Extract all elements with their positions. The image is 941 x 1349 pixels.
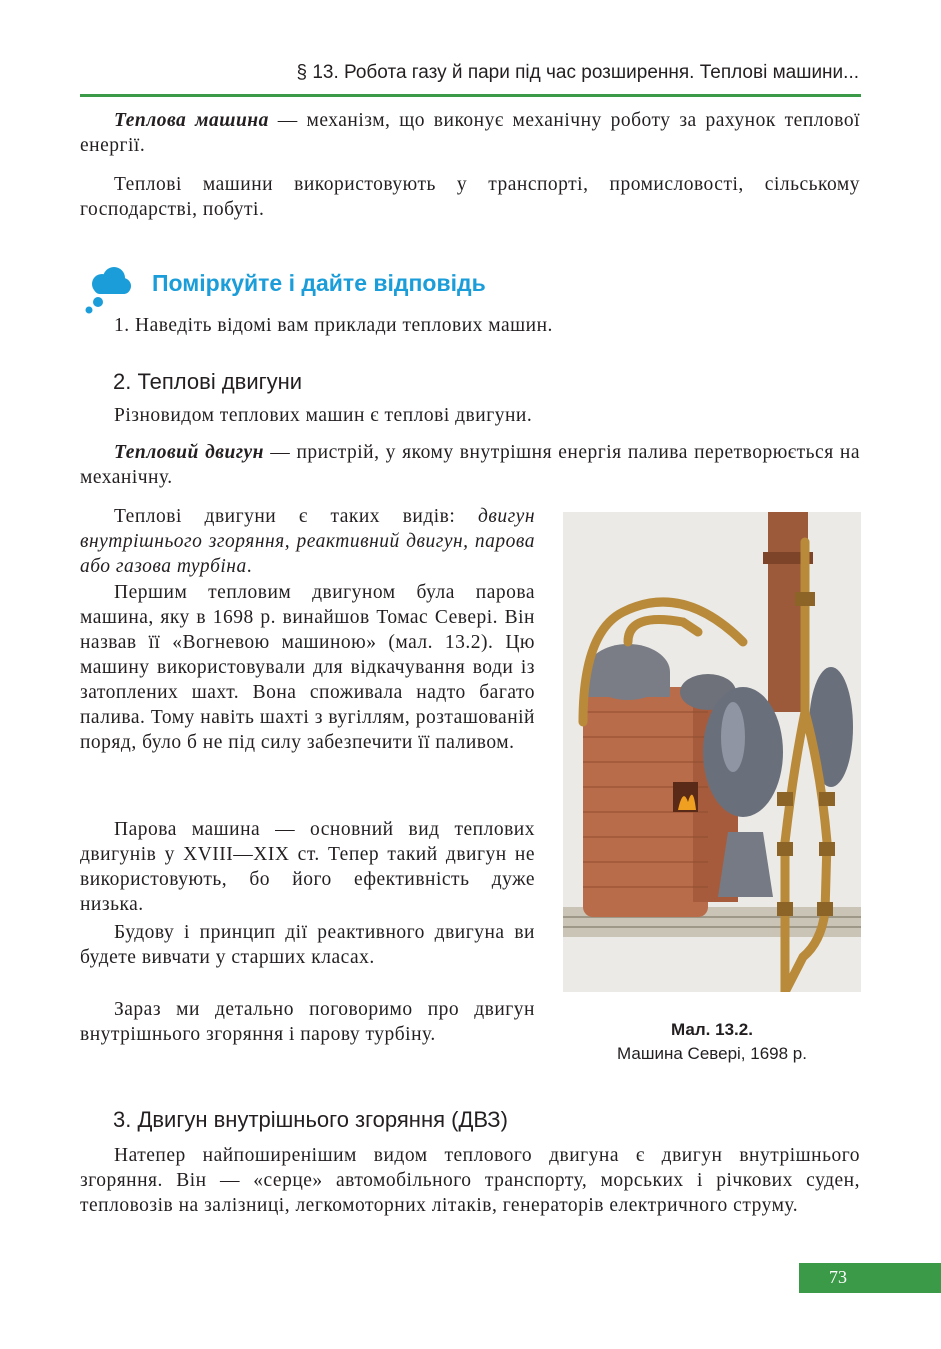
savery-engine-illustration (563, 512, 861, 992)
think-block-title: Поміркуйте і дайте відповідь (152, 270, 486, 296)
definition-heat-engine (80, 440, 860, 490)
header-title: § 13. Робота газу й пари під час розширення. Теплові машини... (296, 62, 859, 83)
definition-heat-machine (80, 108, 860, 158)
figure-label: Мал. 13.2. (671, 1020, 753, 1039)
term-heat-engine: Тепловий двигун (114, 442, 264, 463)
section3-heading: 3. Двигун внутрішнього згоряння (ДВЗ) (113, 1107, 508, 1132)
types-lead: Теплові двигуни є таких видів: (114, 506, 478, 527)
paragraph-now: Зараз ми детально поговоримо про двигун внутрішнього згоряння і парову турбіну. (80, 999, 535, 1045)
think-question: 1. Наведіть відомі вам приклади теплових машин. (114, 315, 553, 336)
figure-caption: Машина Севері, 1698 р. (617, 1044, 807, 1063)
running-header (80, 56, 861, 97)
paragraph-first-engine: Першим тепловим двигуном була парова машина, яку в 1698 р. винайшов Томас Севері. Він назвав її «Вогневою машиною» (мал. 13.2). Цю машину використовували для відкачування води із затоплених шахт. Вона споживала надто багато палива. Тому навіть шахті з вугіллям, розташованій поряд, було б не під силу забезпечити її паливом. (80, 582, 535, 753)
section2-heading: 2. Теплові двигуни (113, 369, 303, 394)
paragraph-steam-engine: Парова машина — основний вид теплових двигунів у XVIII—XIX ст. Тепер такий двигун не використовують, бо його ефективність дуже низька. (80, 819, 535, 915)
page-number-tab (799, 1263, 941, 1293)
thought-cloud-icon (84, 264, 134, 314)
page-number: 73 (829, 1267, 847, 1287)
term-heat-machine: Теплова машина (114, 110, 269, 131)
types-end: . (246, 556, 253, 577)
section2-intro: Різновидом теплових машин є теплові двигуни. (114, 405, 533, 426)
section3-paragraph: Натепер найпоширенішим видом теплового двигуна є двигун внутрішнього згоряння. Він — «серце» автомобільного транспорту, морських і річкових суден, тепловозів на залізниці, легкомоторних літаків, генераторів електричного струму. (80, 1145, 860, 1216)
types-list: двигун внутрішнього згоряння, реактивний двигун, парова або газова турбіна (80, 506, 535, 577)
paragraph-types (80, 504, 535, 579)
paragraph-usage: Теплові машини використовують у транспорті, промисловості, сільському господарстві, побуті. (80, 174, 860, 220)
definition-heat-machine-text: — механізм, що виконує механічну роботу за рахунок теплової енергії. (80, 110, 860, 156)
paragraph-jet-engine: Будову і принцип дії реактивного двигуна ви будете вивчати у старших класах. (80, 922, 535, 968)
definition-heat-engine-text: — пристрій, у якому внутрішня енергія палива перетворюється на механічну. (80, 442, 860, 488)
